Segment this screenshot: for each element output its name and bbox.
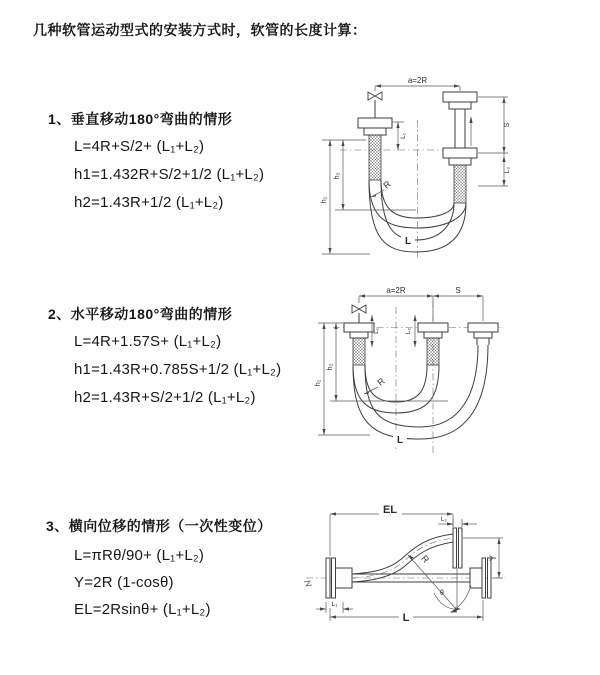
valve-icon xyxy=(352,305,359,313)
length-label: L xyxy=(402,612,410,624)
section-1-formula-h2: h2=1.43R+1/2 (L₁+L₂) xyxy=(74,194,224,211)
dim-label-h1: h₁ xyxy=(319,196,328,204)
dim-label-l2: L₂ xyxy=(405,327,412,335)
left-fitting xyxy=(344,323,374,332)
section-3-heading: 3、横向位移的情形（一次性变位） xyxy=(46,518,272,534)
middle-fitting xyxy=(418,323,448,332)
dim-label-l1: L₁ xyxy=(331,601,338,608)
dim-label-h1: h₁ xyxy=(313,379,322,387)
dim-label-h2: h₂ xyxy=(332,172,341,180)
section-1-heading: 1、垂直移动180°弯曲的情形 xyxy=(48,111,233,127)
angle-label: θ xyxy=(440,590,444,597)
right-fitting xyxy=(468,323,498,332)
right-upper-fitting xyxy=(443,92,477,102)
dim-label-s: S xyxy=(455,286,461,295)
dim-label-l2: L₂ xyxy=(440,516,448,523)
length-label: L xyxy=(404,236,412,247)
page-title: 几种软管运动型式的安装方式时，软管的长度计算： xyxy=(33,22,367,38)
dim-label-s: S xyxy=(502,122,511,128)
dim-label-el: EL xyxy=(382,504,398,516)
section-2-formula-h2: h2=1.43R+S/2+1/2 (L₁+L₂) xyxy=(74,389,256,406)
section-2-heading: 2、水平移动180°弯曲的情形 xyxy=(48,306,233,322)
dim-label-span: a=2R xyxy=(386,286,406,295)
hose-curve xyxy=(353,365,439,413)
dim-label-y: Y xyxy=(488,554,498,562)
length-label: L xyxy=(396,435,404,446)
section-3-formula-EL: EL=2Rsinθ+ (L₁+L₂) xyxy=(74,601,211,618)
movement-arrow-icon xyxy=(469,116,472,123)
right-pipe-neck xyxy=(470,568,482,588)
diagram-lateral-displacement xyxy=(300,498,600,658)
section-3-formula-Y: Y=2R (1-cosθ) xyxy=(74,574,174,591)
original-flange xyxy=(482,558,486,598)
section-1-formula-h1: h1=1.432R+S/2+1/2 (L₁+L₂) xyxy=(74,166,265,183)
braided-hose-section-right xyxy=(454,165,466,203)
dim-label-span: a=2R xyxy=(407,76,428,85)
braided-hose-middle xyxy=(427,338,439,365)
radius-label: R xyxy=(375,375,387,388)
diagram-vertical-180-bend xyxy=(308,68,548,264)
left-flange-fitting xyxy=(358,118,392,128)
dim-label-l1: L₁ xyxy=(400,133,407,139)
dim-label-l2: L₂ xyxy=(504,166,511,174)
dim-label-h2: h₂ xyxy=(325,363,334,371)
braided-hose-section xyxy=(369,135,381,180)
diagram-horizontal-180-bend xyxy=(308,283,548,468)
right-lower-fitting xyxy=(443,148,477,158)
displaced-flange xyxy=(453,528,457,568)
left-flange xyxy=(326,558,330,598)
section-2-formula-L: L=4R+1.57S+ (L₁+L₂) xyxy=(74,333,222,350)
section-1-formula-L: L=4R+S/2+ (L₁+L₂) xyxy=(74,138,205,155)
dim-label-l1: L₁ xyxy=(373,328,380,334)
section-2-formula-h1: h1=1.43R+0.785S+1/2 (L₁+L₂) xyxy=(74,361,282,378)
valve-icon xyxy=(368,92,375,100)
braided-hose-left xyxy=(353,338,365,365)
break-mark xyxy=(304,581,312,586)
section-3-formula-L: L=πRθ/90+ (L₁+L₂) xyxy=(74,547,205,564)
radius-label: R xyxy=(419,553,432,565)
radius-label: R xyxy=(381,178,393,191)
